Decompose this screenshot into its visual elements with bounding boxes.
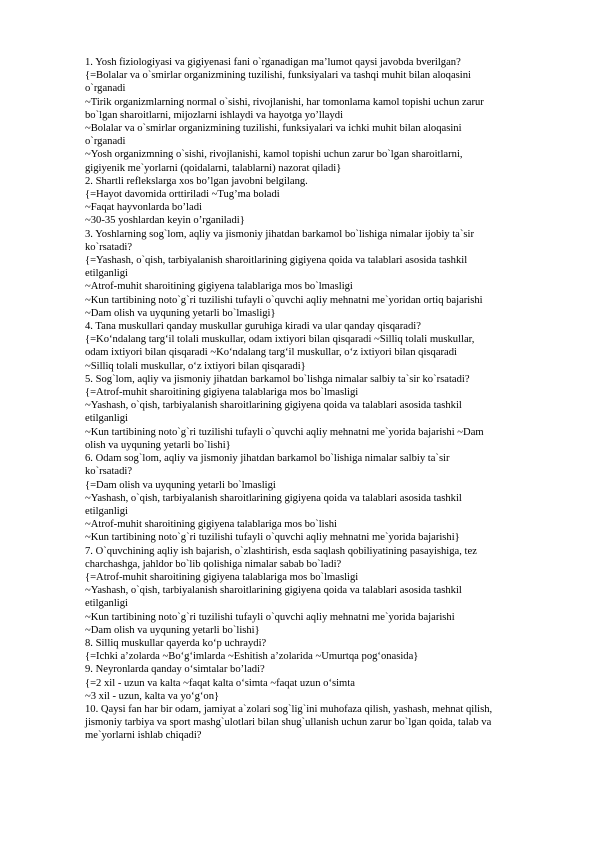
question-4-text: 4. Tana muskullari qanday muskullar guruhiga kiradi va ular qanday qisqaradi? <box>85 321 421 333</box>
answer-line: o`rganadi <box>85 83 126 95</box>
answer-line: etilganligi <box>85 598 128 610</box>
answer-line: {=2 xil - uzun va kalta ~faqat kalta o‘simta ~faqat uzun o‘simta <box>85 677 355 689</box>
answer-line: ~30-35 yoshlardan keyin o’rganiladi} <box>85 215 245 227</box>
question-10-text: 10. Qaysi fan har bir odam, jamiyat a`zolari sog`lig`ini muhofaza qilish, yashash, mehnat qilish, <box>85 703 493 715</box>
question-7-text: 7. O`quvchining aqliy ish bajarish, o`zlashtirish, esda saqlash qobiliyatining pasayishiga, tez <box>85 545 477 557</box>
question-3-text: ko`rsatadi? <box>85 241 133 253</box>
answer-line: ~Atrof-muhit sharoitining gigiyena talablariga mos bo`lishi <box>85 519 337 531</box>
answer-line: ~Silliq tolali muskullar, o‘z ixtiyori bilan qisqaradi} <box>85 360 306 372</box>
answer-line: ~Yashash, o`qish, tarbiyalanish sharoitlarining gigiyena qoida va talablari asosida tashkil <box>85 400 462 412</box>
answer-line: bo`lgan sharoitlarni, mijozlarni ishlaydi va hayotga yo’llaydi <box>85 109 344 121</box>
answer-line: ~Yashash, o`qish, tarbiyalanish sharoitlarining gigiyena qoida va talablari asosida tashkil <box>85 492 462 504</box>
answer-line: {=Ichki a’zolarda ~Bo‘g‘imlarda ~Eshitish a’zolarida ~Umurtqa pog‘onasida} <box>85 651 419 663</box>
answer-line: ~Dam olish va uyquning yetarli bo`lishi} <box>85 624 260 636</box>
answer-line: ~Dam olish va uyquning yetarli bo`lmasligi} <box>85 307 276 319</box>
answer-line: ~Tirik organizmlarning normal o`sishi, rivojlanishi, har tomonlama kamol topishi uchun zarur <box>85 96 484 108</box>
answer-line: ~Atrof-muhit sharoitining gigiyena talablariga mos bo`lmasligi <box>85 281 353 293</box>
answer-line: odam ixtiyori bilan qisqaradi ~Ko‘ndalang targ‘il muskullar, o‘z ixtiyori bilan qisqaradi <box>85 347 457 359</box>
answer-line: {=Bolalar va o`smirlar organizmining tuzilishi, funksiyalari va tashqi muhit bilan aloqasini <box>85 70 471 82</box>
answer-line: gigiyenik me`yorlarni (qoidalarni, talablarni) nazorat qiladi} <box>85 162 342 174</box>
answer-line: ~Kun tartibining noto`g`ri tuzilishi tufayli o`quvchi aqliy mehnatni me`yoridan ortiq bajarishi <box>85 294 483 306</box>
question-7-text: charchashga, jahldor bo`lib qolishiga nimalar sabab bo`ladi? <box>85 558 342 570</box>
answer-line: {=Ko‘ndalang targ‘il tolali muskullar, odam ixtiyori bilan qisqaradi ~Silliq tolali muskullar, <box>85 334 475 346</box>
answer-line: ~Yashash, o`qish, tarbiyalanish sharoitlarining gigiyena qoida va talablari asosida tashkil <box>85 585 462 597</box>
answer-line: ~Yosh organizmning o`sishi, rivojlanishi, kamol topishi uchun zarur bo`lgan sharoitlarni, <box>85 149 463 161</box>
answer-line: etilganligi <box>85 505 128 517</box>
answer-line: {=Atrof-muhit sharoitining gigiyena talablariga mos bo`lmasligi <box>85 387 359 399</box>
document-page <box>85 56 515 743</box>
answer-line: olish va uyquning yetarli bo`lishi} <box>85 439 231 451</box>
answer-line: {=Atrof-muhit sharoitining gigiyena talablariga mos bo`lmasligi <box>85 571 359 583</box>
answer-line: ~Faqat hayvonlarda bo’ladi <box>85 202 202 214</box>
answer-line: etilganligi <box>85 413 128 425</box>
question-6-text: ko`rsatadi? <box>85 466 133 478</box>
answer-line: {=Hayot davomida orttiriladi ~Tug’ma boladi <box>85 189 280 201</box>
question-8-text: 8. Silliq muskullar qayerda ko‘p uchraydi? <box>85 637 267 649</box>
answer-line: ~3 xil - uzun, kalta va yo‘g‘on} <box>85 690 220 702</box>
question-5-text: 5. Sog`lom, aqliy va jismoniy jihatdan barkamol bo`lishga nimalar salbiy ta`sir ko`rsatadi? <box>85 373 470 385</box>
question-9-text: 9. Neyronlarda qanday o‘simtalar bo’ladi? <box>85 664 265 676</box>
question-1-text: 1. Yosh fiziologiyasi va gigiyenasi fani o`rganadigan ma’lumot qaysi javobda bverilgan? <box>85 57 461 68</box>
question-6-text: 6. Odam sog`lom, aqliy va jismoniy jihatdan barkamol bo`lishiga nimalar salbiy ta`sir <box>85 453 450 465</box>
question-10-text: jismoniy tarbiya va sport mashg`ulotlari bilan shug`ullanish uchun zarur bo`lgan qoida, talab va <box>85 717 492 729</box>
question-10-text: me`yorlarni ishlab chiqadi? <box>85 730 202 742</box>
answer-line: etilganligi <box>85 268 128 280</box>
answer-line: ~Kun tartibining noto`g`ri tuzilishi tufayli o`quvchi aqliy mehnatni me`yorida bajarishi ~Dam <box>85 426 484 438</box>
answer-line: ~Kun tartibining noto`g`ri tuzilishi tufayli o`quvchi aqliy mehnatni me`yorida bajarishi} <box>85 532 460 544</box>
answer-line: {=Dam olish va uyquning yetarli bo`lmasligi <box>85 479 276 491</box>
answer-line: {=Yashash, o`qish, tarbiyalanish sharoitlarining gigiyena qoida va talablari asosida tashkil <box>85 255 468 267</box>
answer-line: ~Kun tartibining noto`g`ri tuzilishi tufayli o`quvchi aqliy mehnatni me`yorida bajarishi <box>85 611 455 623</box>
question-2-text: 2. Shartli reflekslarga xos bo’lgan javobni belgilang. <box>85 175 308 187</box>
answer-line: ~Bolalar va o`smirlar organizmining tuzilishi, funksiyalari va ichki muhit bilan aloqasini <box>85 123 462 135</box>
answer-line: o`rganadi <box>85 136 126 148</box>
question-3-text: 3. Yoshlarning sog`lom, aqliy va jismoniy jihatdan barkamol bo`lishiga nimalar ijobiy ta`sir <box>85 228 474 240</box>
